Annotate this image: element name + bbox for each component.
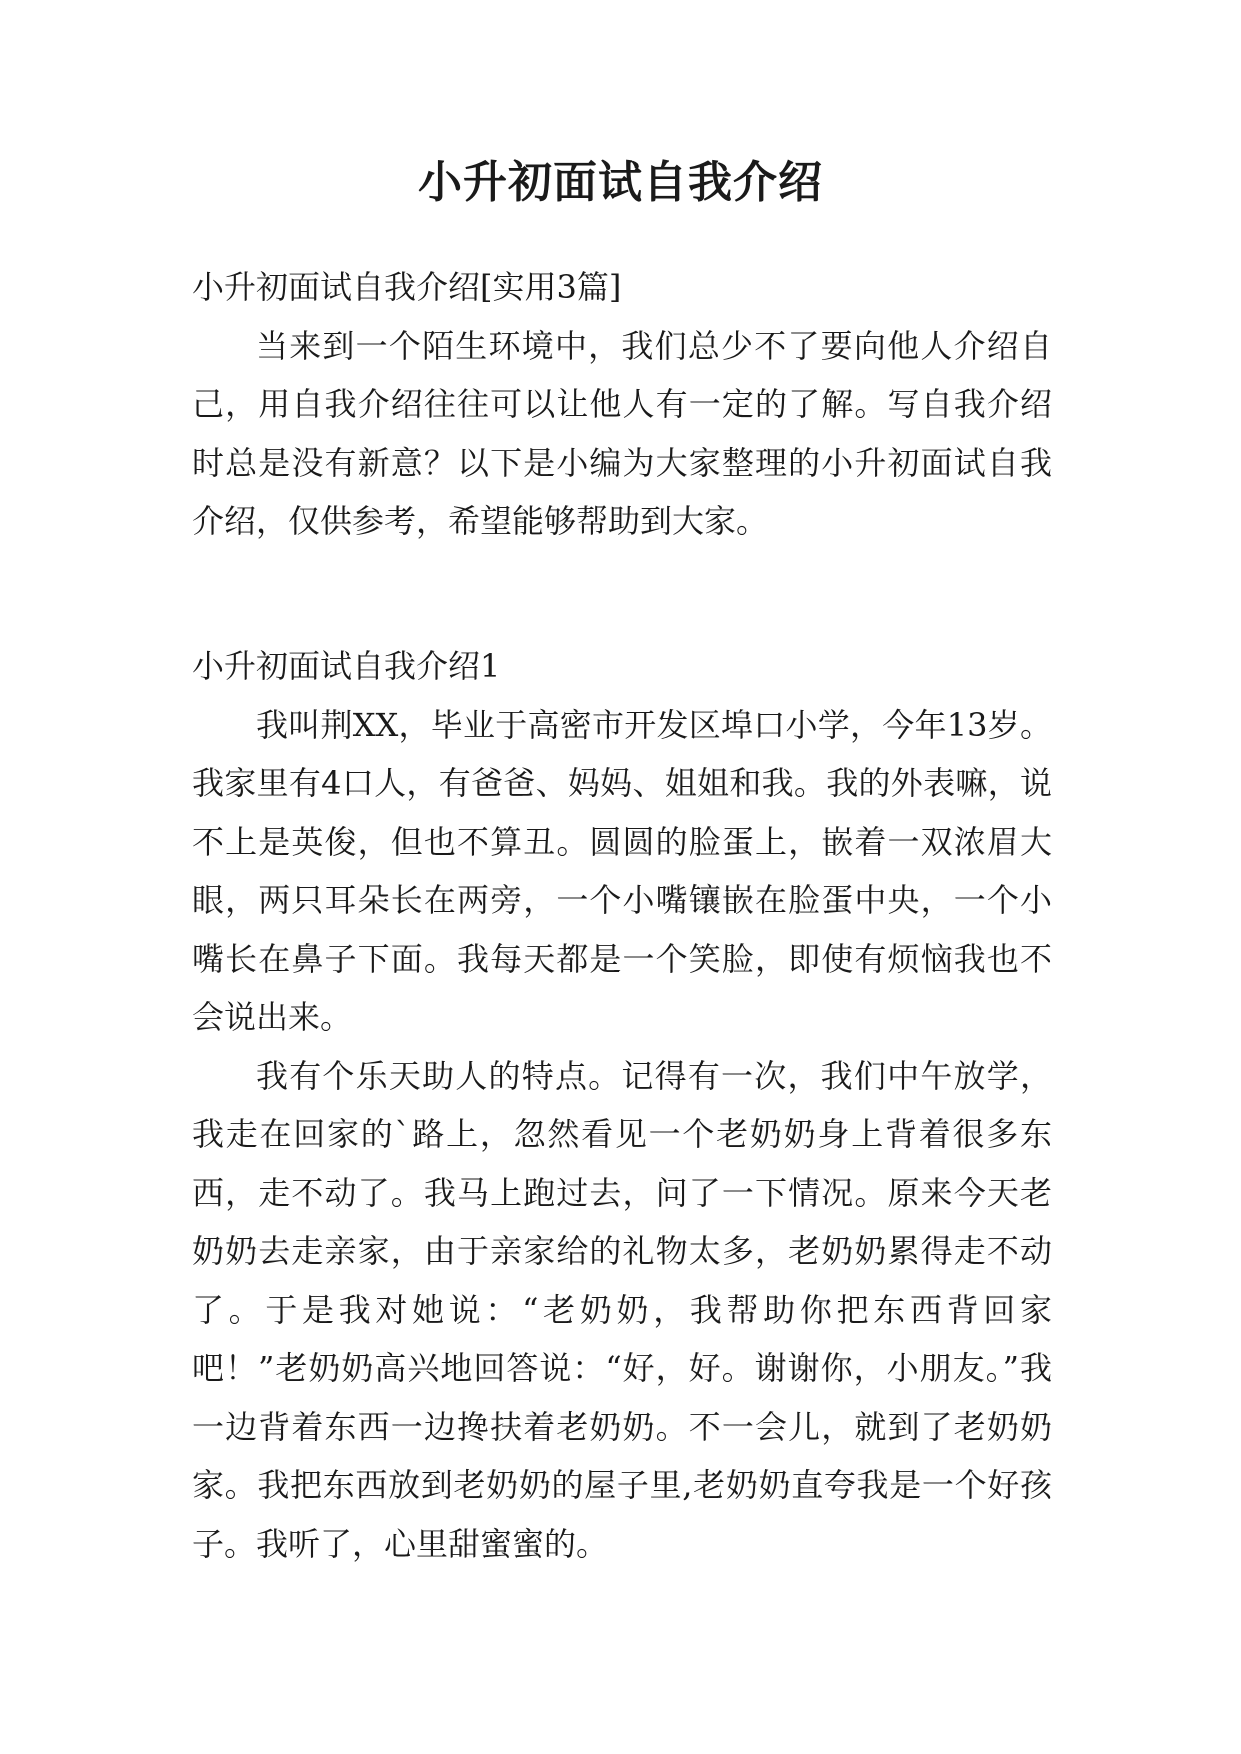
intro-paragraph: 当来到一个陌生环境中，我们总少不了要向他人介绍自己，用自我介绍往往可以让他人有一定的了解。写自我介绍时总是没有新意？以下是小编为大家整理的小升初面试自我介绍，仅供参考，希望能够帮助到大家。: [192, 326, 1052, 540]
intro-section: [192, 258, 1052, 551]
intro-heading: 小升初面试自我介绍[实用3篇]: [192, 268, 622, 306]
document-title: 小升初面试自我介绍: [418, 157, 823, 208]
section-1-heading: 小升初面试自我介绍1: [192, 647, 501, 685]
section-1: [192, 637, 1052, 1573]
section-1-paragraph-2: 我有个乐天助人的特点。记得有一次，我们中午放学，我走在回家的`路上，忽然看见一个老奶奶身上背着很多东西，走不动了。我马上跑过去，问了一下情况。原来今天老奶奶去走亲家，由于亲家给的礼物太多，老奶奶累得走不动了。于是我对她说：“老奶奶，我帮助你把东西背回家吧！”老奶奶高兴地回答说：“好，好。谢谢你，小朋友。”我一边背着东西一边搀扶着老奶奶。不一会儿，就到了老奶奶家。我把东西放到老奶奶的屋子里,老奶奶直夸我是一个好孩子。我听了，心里甜蜜蜜的。: [192, 1056, 1052, 1563]
section-1-paragraph-1: 我叫荆XX，毕业于高密市开发区埠口小学，今年13岁。我家里有4口人，有爸爸、妈妈、姐姐和我。我的外表嘛，说不上是英俊，但也不算丑。圆圆的脸蛋上，嵌着一双浓眉大眼，两只耳朵长在两旁，一个小嘴镶嵌在脸蛋中央，一个小嘴长在鼻子下面。我每天都是一个笑脸，即使有烦恼我也不会说出来。: [192, 705, 1052, 1036]
